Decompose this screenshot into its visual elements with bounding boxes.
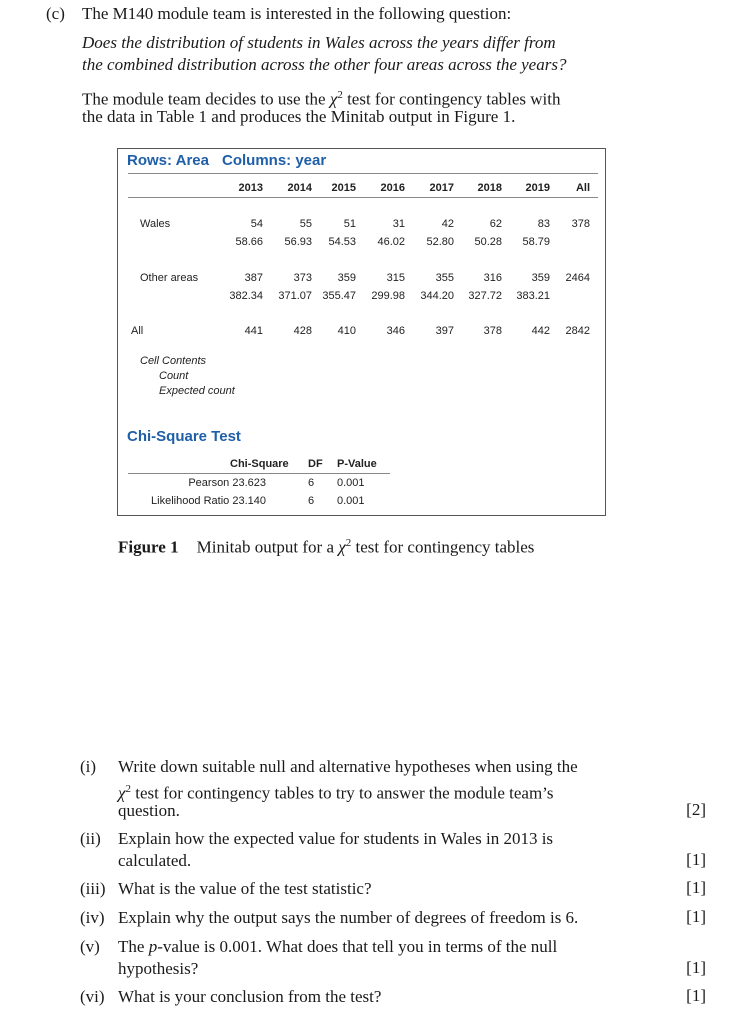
count-cell: 54	[250, 218, 263, 230]
row-label: Other areas	[140, 272, 199, 284]
chi-square-title: Chi-Square Test	[127, 428, 241, 445]
count-cell: 2842	[565, 325, 590, 337]
question-mark: [2]	[686, 800, 706, 819]
count-cell: 315	[386, 272, 405, 284]
column-header-2015: 2015	[331, 182, 356, 194]
expected-cell: 58.79	[522, 236, 550, 248]
expected-cell: 50.28	[474, 236, 502, 248]
chi-rule	[128, 473, 390, 474]
chi-pvalue-cell: 0.001	[337, 477, 365, 489]
question-number: (i)	[80, 757, 97, 776]
question-mark: [1]	[686, 850, 706, 869]
cell-contents-count: Count	[159, 370, 189, 382]
chi-col-header: Chi-Square	[230, 458, 289, 470]
question-text: $\chi^2$ test for contingency tables to try to answer the module team’s	[118, 783, 554, 803]
question-number: (v)	[80, 937, 100, 956]
pvalue-col-header: P-Value	[337, 458, 377, 470]
expected-cell: 327.72	[468, 290, 502, 302]
column-header-2017: 2017	[429, 182, 454, 194]
question-line-1: Does the distribution of students in Wales across the years differ from	[82, 33, 556, 52]
question-number: (vi)	[80, 987, 105, 1006]
cols-title: Columns: year	[222, 152, 327, 169]
count-cell: 346	[386, 325, 405, 337]
question-text: question.	[118, 801, 180, 820]
expected-cell: 299.98	[371, 290, 405, 302]
caption-text-b: test for contingency tables	[351, 537, 535, 557]
column-header-all: All	[575, 182, 590, 194]
question-text: Explain how the expected value for students in Wales in 2013 is	[118, 829, 554, 848]
count-cell: 441	[244, 325, 263, 337]
count-cell: 378	[571, 218, 590, 230]
question-mark: [1]	[686, 958, 706, 977]
question-mark: [1]	[686, 986, 706, 1005]
row-label: All	[131, 325, 144, 337]
count-cell: 62	[489, 218, 502, 230]
count-cell: 410	[337, 325, 356, 337]
method-text-a: The module team decides to use the	[82, 89, 330, 109]
question-number: (iv)	[80, 908, 105, 927]
expected-cell: 383.21	[516, 290, 550, 302]
count-cell: 355	[435, 272, 454, 284]
chi-pvalue-cell: 0.001	[337, 495, 365, 507]
question-text: What is the value of the test statistic?	[118, 879, 372, 898]
count-cell: 42	[441, 218, 454, 230]
method-text-b: test for contingency tables with	[342, 89, 561, 109]
header-rule	[128, 197, 598, 198]
count-cell: 428	[293, 325, 312, 337]
chi-df-cell: 6	[308, 477, 315, 489]
question-text: What is your conclusion from the test?	[118, 987, 382, 1006]
expected-cell: 371.07	[278, 290, 312, 302]
count-cell: 373	[293, 272, 312, 284]
caption-chi-symbol: χ	[338, 537, 346, 557]
question-number: (iii)	[80, 879, 106, 898]
count-cell: 55	[299, 218, 312, 230]
column-header-2019: 2019	[525, 182, 550, 194]
expected-cell: 56.93	[284, 236, 312, 248]
question-text: hypothesis?	[118, 959, 199, 978]
title-rule	[128, 173, 598, 174]
caption-text-a: Minitab output for a	[196, 537, 339, 557]
chi-df-cell: 6	[308, 495, 315, 507]
row-label: Wales	[140, 218, 171, 230]
question-text: The p-value is 0.001. What does that tell you in terms of the null	[118, 937, 558, 956]
count-cell: 51	[343, 218, 356, 230]
column-header-2018: 2018	[477, 182, 502, 194]
figure-caption	[118, 532, 534, 559]
count-cell: 442	[531, 325, 550, 337]
count-cell: 387	[244, 272, 263, 284]
figure-label: Figure 1	[118, 537, 179, 557]
part-intro: The M140 module team is interested in the following question:	[82, 4, 512, 23]
question-line-2: the combined distribution across the other four areas across the years?	[82, 55, 567, 74]
question-number: (ii)	[80, 829, 101, 848]
count-cell: 359	[531, 272, 550, 284]
question-text: Explain why the output says the number of degrees of freedom is 6.	[118, 908, 579, 927]
count-cell: 2464	[565, 272, 590, 284]
count-cell: 397	[435, 325, 454, 337]
cell-contents-title: Cell Contents	[140, 355, 207, 367]
count-cell: 378	[483, 325, 502, 337]
expected-cell: 355.47	[322, 290, 356, 302]
minitab-output	[117, 148, 606, 516]
part-label: (c)	[46, 4, 65, 23]
count-cell: 31	[392, 218, 405, 230]
column-header-2013: 2013	[238, 182, 263, 194]
chi-superscript: 2	[337, 89, 343, 101]
question-mark: [1]	[686, 878, 706, 897]
chi-stat-row: Pearson 23.623	[188, 477, 266, 489]
question-text: Write down suitable null and alternative hypotheses when using the	[118, 757, 578, 776]
rows-title: Rows: Area	[127, 152, 209, 169]
expected-cell: 382.34	[229, 290, 263, 302]
column-header-2014: 2014	[287, 182, 312, 194]
method-line-2: the data in Table 1 and produces the Minitab output in Figure 1.	[82, 107, 516, 126]
expected-cell: 54.53	[328, 236, 356, 248]
question-text: calculated.	[118, 851, 192, 870]
expected-cell: 344.20	[420, 290, 454, 302]
count-cell: 83	[537, 218, 550, 230]
chi-symbol: χ	[329, 89, 338, 109]
count-cell: 316	[483, 272, 502, 284]
chi-stat-row: Likelihood Ratio 23.140	[151, 495, 266, 507]
question-mark: [1]	[686, 907, 706, 926]
column-header-2016: 2016	[380, 182, 405, 194]
expected-cell: 58.66	[235, 236, 263, 248]
cell-contents-expected: Expected count	[159, 385, 235, 397]
caption-chi-superscript: 2	[345, 537, 352, 549]
df-col-header: DF	[308, 458, 323, 470]
expected-cell: 52.80	[426, 236, 454, 248]
count-cell: 359	[337, 272, 356, 284]
expected-cell: 46.02	[377, 236, 405, 248]
